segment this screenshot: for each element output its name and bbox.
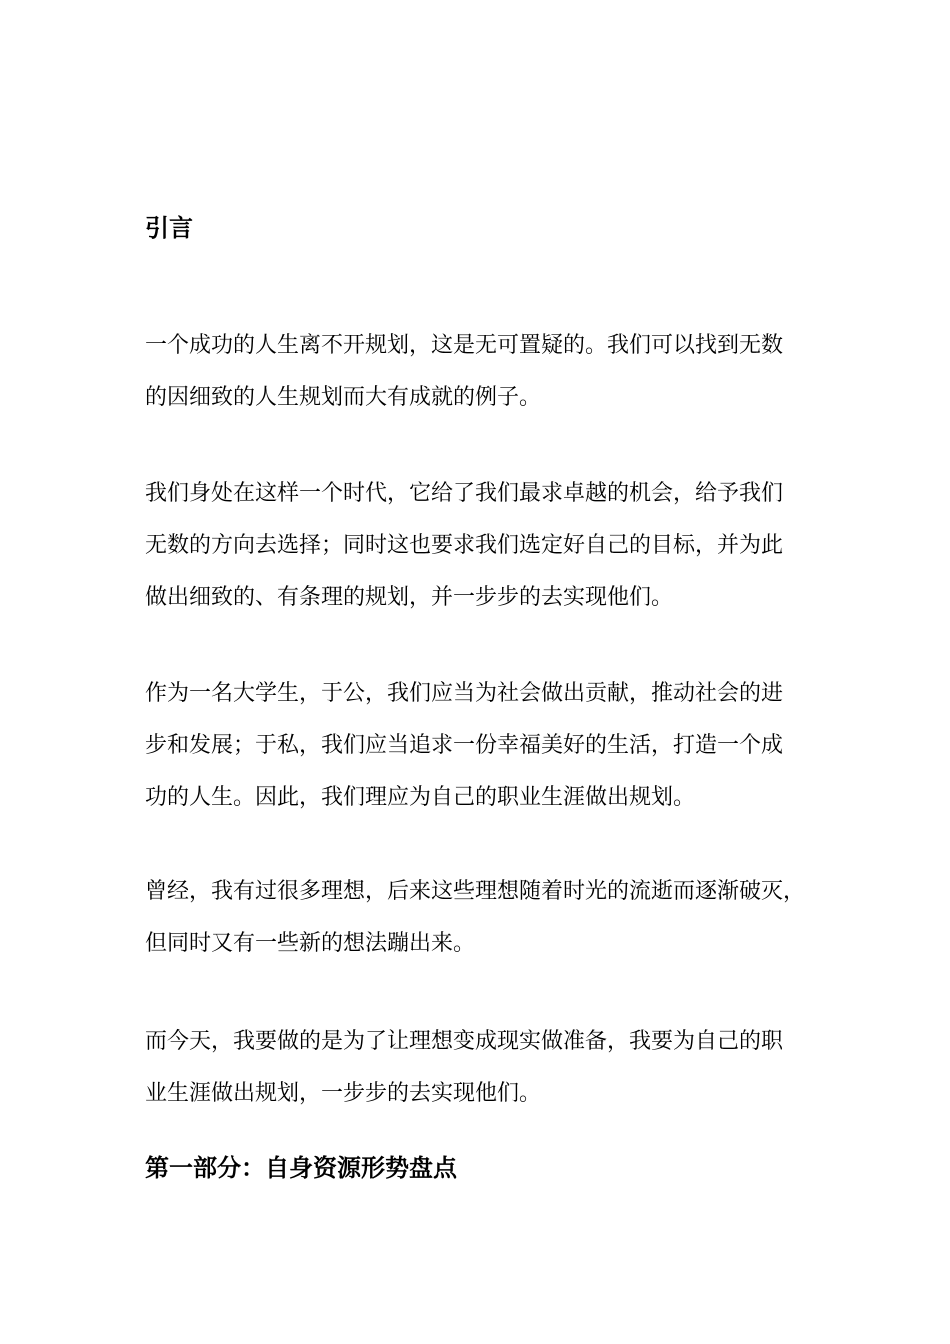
paragraph-1 — [145, 320, 835, 424]
paragraph-4 — [145, 866, 835, 970]
paragraph-line: 步和发展；于私，我们应当追求一份幸福美好的生活，打造一个成 — [145, 733, 784, 758]
paragraph-5 — [145, 1016, 835, 1120]
paragraph-line: 但同时又有一些新的想法蹦出来。 — [145, 931, 476, 956]
paragraph-line: 作为一名大学生，于公，我们应当为社会做出贡献，推动社会的进 — [145, 681, 784, 706]
paragraph-line: 一个成功的人生离不开规划，这是无可置疑的。我们可以找到无数 — [145, 333, 784, 358]
paragraph-line: 功的人生。因此，我们理应为自己的职业生涯做出规划。 — [145, 785, 696, 810]
paragraph-line: 曾经，我有过很多理想，后来这些理想随着时光的流逝而逐渐破灭， — [145, 879, 806, 904]
paragraph-line: 业生涯做出规划，一步步的去实现他们。 — [145, 1081, 542, 1106]
part-one-heading: 第一部分：自身资源形势盘点 — [145, 1154, 457, 1182]
intro-heading: 引言 — [145, 214, 193, 242]
paragraph-2 — [145, 468, 835, 624]
paragraph-line: 的因细致的人生规划而大有成就的例子。 — [145, 385, 542, 410]
paragraph-3 — [145, 668, 835, 824]
paragraph-line: 无数的方向去选择；同时这也要求我们选定好自己的目标，并为此 — [145, 533, 784, 558]
paragraph-line: 我们身处在这样一个时代，它给了我们最求卓越的机会，给予我们 — [145, 481, 784, 506]
paragraph-line: 而今天，我要做的是为了让理想变成现实做准备，我要为自己的职 — [145, 1029, 784, 1054]
paragraph-line: 做出细致的、有条理的规划，并一步步的去实现他们。 — [145, 585, 674, 610]
